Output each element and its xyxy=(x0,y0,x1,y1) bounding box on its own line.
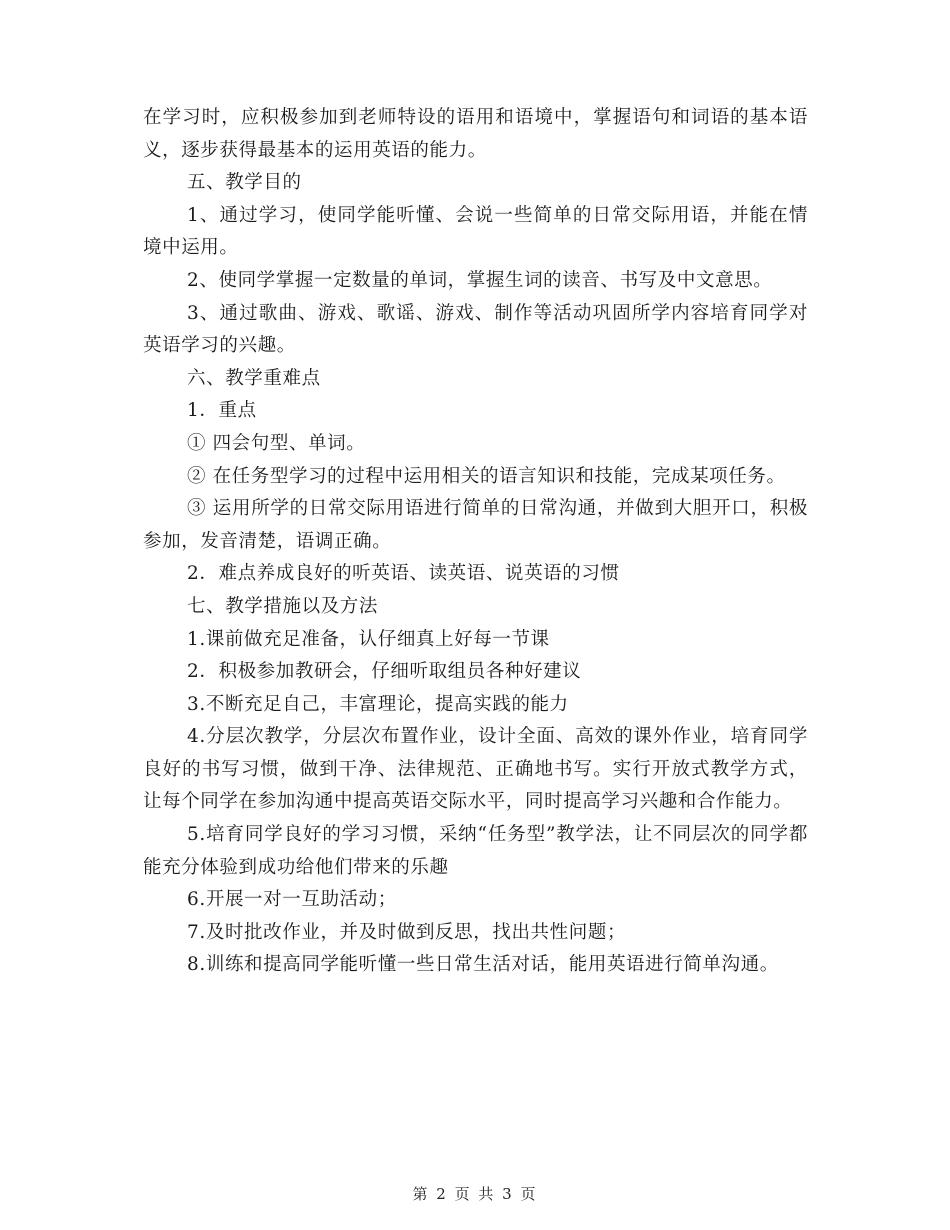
paragraph-method-6: 6.开展一对一互助活动； xyxy=(187,889,397,911)
paragraph-intro: 在学习时，应积极参加到老师特设的语用和语境中，掌握语句和词语的基本语义，逐步获得最基本的运用英语的能力。 xyxy=(143,107,808,161)
section-heading-key-difficulties: 六、教学重难点 xyxy=(187,367,321,389)
paragraph-method-7: 7.及时批改作业，并及时做到反思，找出共性问题； xyxy=(187,921,627,943)
paragraph-method-1: 1.课前做充足准备，认仔细真上好每一节课 xyxy=(187,628,550,650)
paragraph-goal-2: 2、使同学掌握一定数量的单词，掌握生词的读音、书写及中文意思。 xyxy=(187,269,773,291)
paragraph-method-2: 2．积极参加教研会，仔细听取组员各种好建议 xyxy=(187,661,582,683)
paragraph-difficulty: 2．难点养成良好的听英语、读英语、说英语的习惯 xyxy=(187,563,620,585)
paragraph-key-point-3: ③ 运用所学的日常交际用语进行简单的日常沟通，并做到大胆开口，积极参加，发音清楚，语调正确。 xyxy=(143,498,808,552)
paragraph-key-point-1: ① 四会句型、单词。 xyxy=(187,432,366,454)
paragraph-method-3: 3.不断充足自己，丰富理论，提高实践的能力 xyxy=(187,693,569,715)
document-body xyxy=(143,102,808,982)
subheading-key-points: 1．重点 xyxy=(187,400,257,422)
section-heading-teaching-goals: 五、教学目的 xyxy=(187,172,302,194)
section-heading-methods: 七、教学措施以及方法 xyxy=(187,595,379,617)
paragraph-goal-3: 3、通过歌曲、游戏、歌谣、游戏、制作等活动巩固所学内容培育同学对英语学习的兴趣。 xyxy=(143,302,808,357)
paragraph-goal-1: 1、通过学习，使同学能听懂、会说一些简单的日常交际用语，并能在情境中运用。 xyxy=(143,204,808,259)
paragraph-method-4: 4.分层次教学，分层次布置作业，设计全面、高效的课外作业，培育同学良好的书写习惯，做到干净、法律规范、正确地书写。实行开放式教学方式，让每个同学在参加沟通中提高英语交际水平，同时提高学习兴趣和合作能力。 xyxy=(143,726,808,813)
page-number-footer: 第 2 页 共 3 页 xyxy=(412,1185,538,1203)
paragraph-key-point-2: ② 在任务型学习的过程中运用相关的语言知识和技能，完成某项任务。 xyxy=(187,465,786,487)
paragraph-method-8: 8.训练和提高同学能听懂一些日常生活对话，能用英语进行简单沟通。 xyxy=(187,954,779,976)
paragraph-method-5: 5.培育同学良好的学习习惯，采纳“任务型”教学法，让不同层次的同学都能充分体验到成功给他们带来的乐趣 xyxy=(143,824,808,878)
